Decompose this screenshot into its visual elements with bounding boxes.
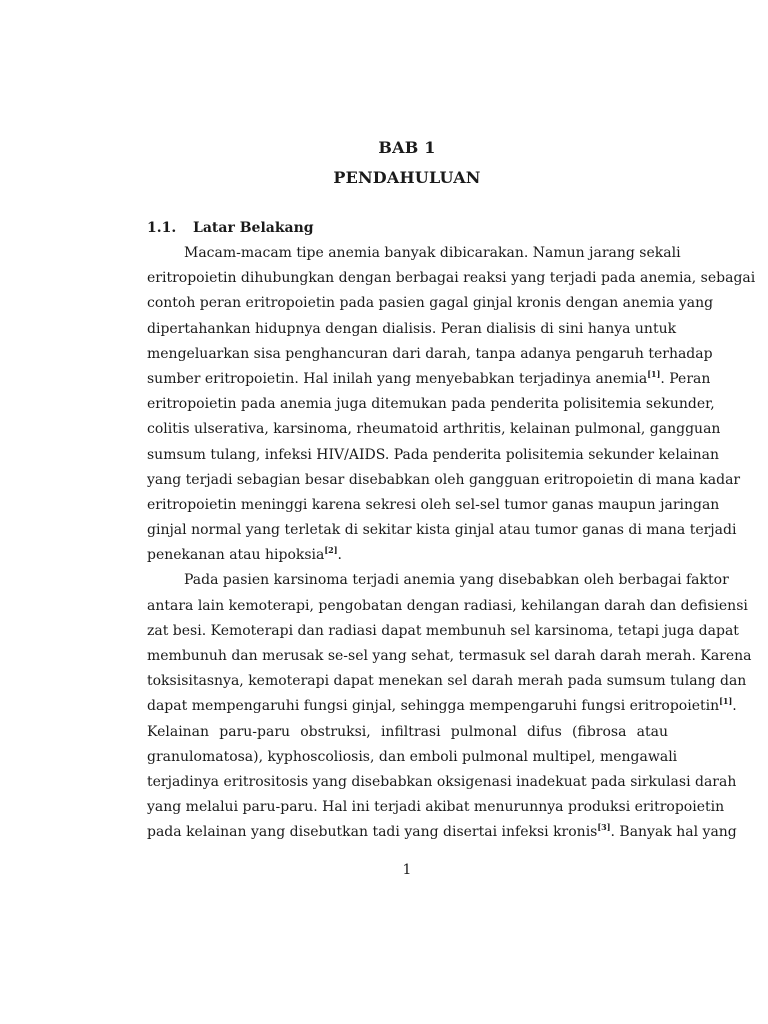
paragraph-line bbox=[147, 241, 681, 266]
chapter-number: BAB 1 bbox=[378, 138, 436, 157]
page-number: 1 bbox=[402, 862, 412, 878]
text-run: yang terjadi sebagian besar disebabkan oleh gangguan eritropoietin di mana kadar bbox=[147, 471, 741, 488]
paragraph-line bbox=[147, 443, 720, 468]
text-run: contoh peran eritropoietin pada pasien gagal ginjal kronis dengan anemia yang bbox=[147, 295, 714, 312]
text-run: . bbox=[732, 698, 737, 715]
text-run: membunuh dan merusak se-sel yang sehat, termasuk sel darah darah merah. Karena bbox=[147, 648, 752, 664]
paragraph-line bbox=[147, 342, 713, 367]
text-run: eritropoietin pada anemia juga ditemukan pada penderita polisitemia sekunder, bbox=[147, 396, 715, 413]
text-run: penekanan atau hipoksia bbox=[147, 547, 325, 564]
text-run: ginjal normal yang terletak di sekitar kista ginjal atau tumor ganas di mana terjadi bbox=[147, 522, 737, 539]
text-run: . Peran bbox=[660, 370, 711, 387]
body-text bbox=[147, 241, 756, 846]
paragraph-line bbox=[147, 770, 737, 795]
chapter-title: PENDAHULUAN bbox=[333, 168, 481, 187]
text-run: Kelainan paru-paru obstruksi, infiltrasi pulmonal difus (fibrosa atau bbox=[147, 723, 668, 740]
paragraph-line bbox=[147, 367, 711, 392]
text-run: eritropoietin dihubungkan dengan berbagai reaksi yang terjadi pada anemia, sebagai bbox=[147, 270, 756, 287]
paragraph-line bbox=[147, 543, 668, 568]
paragraph-line bbox=[147, 317, 677, 342]
text-run: mengeluarkan sisa penghancuran dari darah, tanpa adanya pengaruh terhadap bbox=[147, 345, 713, 362]
section-number: 1.1. bbox=[147, 220, 177, 236]
text-run: sumsum tulang, infeksi HIV/AIDS. Pada penderita polisitemia sekunder kelainan bbox=[147, 446, 720, 463]
paragraph-line bbox=[147, 720, 668, 745]
citation-ref: [1] bbox=[647, 368, 661, 379]
text-run: yang melalui paru-paru. Hal ini terjadi akibat menurunnya produksi eritropoietin bbox=[147, 799, 725, 816]
paragraph-line bbox=[147, 392, 715, 417]
citation-ref: [2] bbox=[324, 545, 338, 556]
paragraph-line bbox=[147, 518, 737, 543]
citation-ref: [3] bbox=[597, 822, 611, 833]
paragraph-line bbox=[147, 468, 741, 493]
text-run: dapat mempengaruhi fungsi ginjal, sehingga mempengaruhi fungsi eritropoietin bbox=[147, 698, 720, 715]
text-run: sumber eritropoietin. Hal inilah yang menyebabkan terjadinya anemia bbox=[147, 370, 648, 387]
paragraph-line bbox=[147, 291, 714, 316]
text-run: . bbox=[337, 547, 342, 564]
section-heading bbox=[147, 220, 314, 236]
text-run: antara lain kemoterapi, pengobatan dengan radiasi, kehilangan darah dan defisiensi bbox=[147, 597, 748, 614]
text-run: eritropoietin meninggi karena sekresi oleh sel-sel tumor ganas maupun jaringan bbox=[147, 496, 720, 513]
paragraph-line bbox=[147, 594, 748, 619]
section-title: Latar Belakang bbox=[193, 220, 314, 236]
text-run: granulomatosa), kyphoscoliosis, dan emboli pulmonal multipel, mengawali bbox=[147, 748, 678, 765]
text-run: zat besi. Kemoterapi dan radiasi dapat membunuh sel karsinoma, tetapi juga dapat bbox=[147, 622, 739, 639]
paragraph-line bbox=[147, 644, 752, 669]
text-run: Pada pasien karsinoma terjadi anemia yang disebabkan oleh berbagai faktor bbox=[184, 572, 729, 589]
text-run: Macam-macam tipe anemia banyak dibicarakan. Namun jarang sekali bbox=[184, 245, 681, 261]
text-run: terjadinya eritrositosis yang disebabkan oksigenasi inadekuat pada sirkulasi darah bbox=[147, 773, 737, 790]
paragraph-line bbox=[147, 619, 739, 644]
text-run: . Banyak hal yang bbox=[610, 824, 737, 841]
paragraph-line bbox=[147, 820, 737, 845]
paragraph-line bbox=[147, 795, 725, 820]
text-run: toksisitasnya, kemoterapi dapat menekan sel darah merah pada sumsum tulang dan bbox=[147, 673, 747, 690]
text-run: pada kelainan yang disebutkan tadi yang disertai infeksi kronis bbox=[147, 824, 598, 841]
paragraph-line bbox=[147, 493, 720, 518]
text-run: colitis ulserativa, karsinoma, rheumatoid arthritis, kelainan pulmonal, gangguan bbox=[147, 421, 721, 438]
paragraph-line bbox=[147, 694, 737, 719]
paragraph-line bbox=[147, 669, 747, 694]
paragraph-line bbox=[147, 266, 756, 291]
paragraph-line bbox=[147, 568, 729, 593]
text-run: dipertahankan hidupnya dengan dialisis. Peran dialisis di sini hanya untuk bbox=[147, 320, 677, 337]
paragraph-line bbox=[147, 417, 721, 442]
paragraph-line bbox=[147, 745, 678, 770]
citation-ref: [1] bbox=[719, 696, 733, 707]
